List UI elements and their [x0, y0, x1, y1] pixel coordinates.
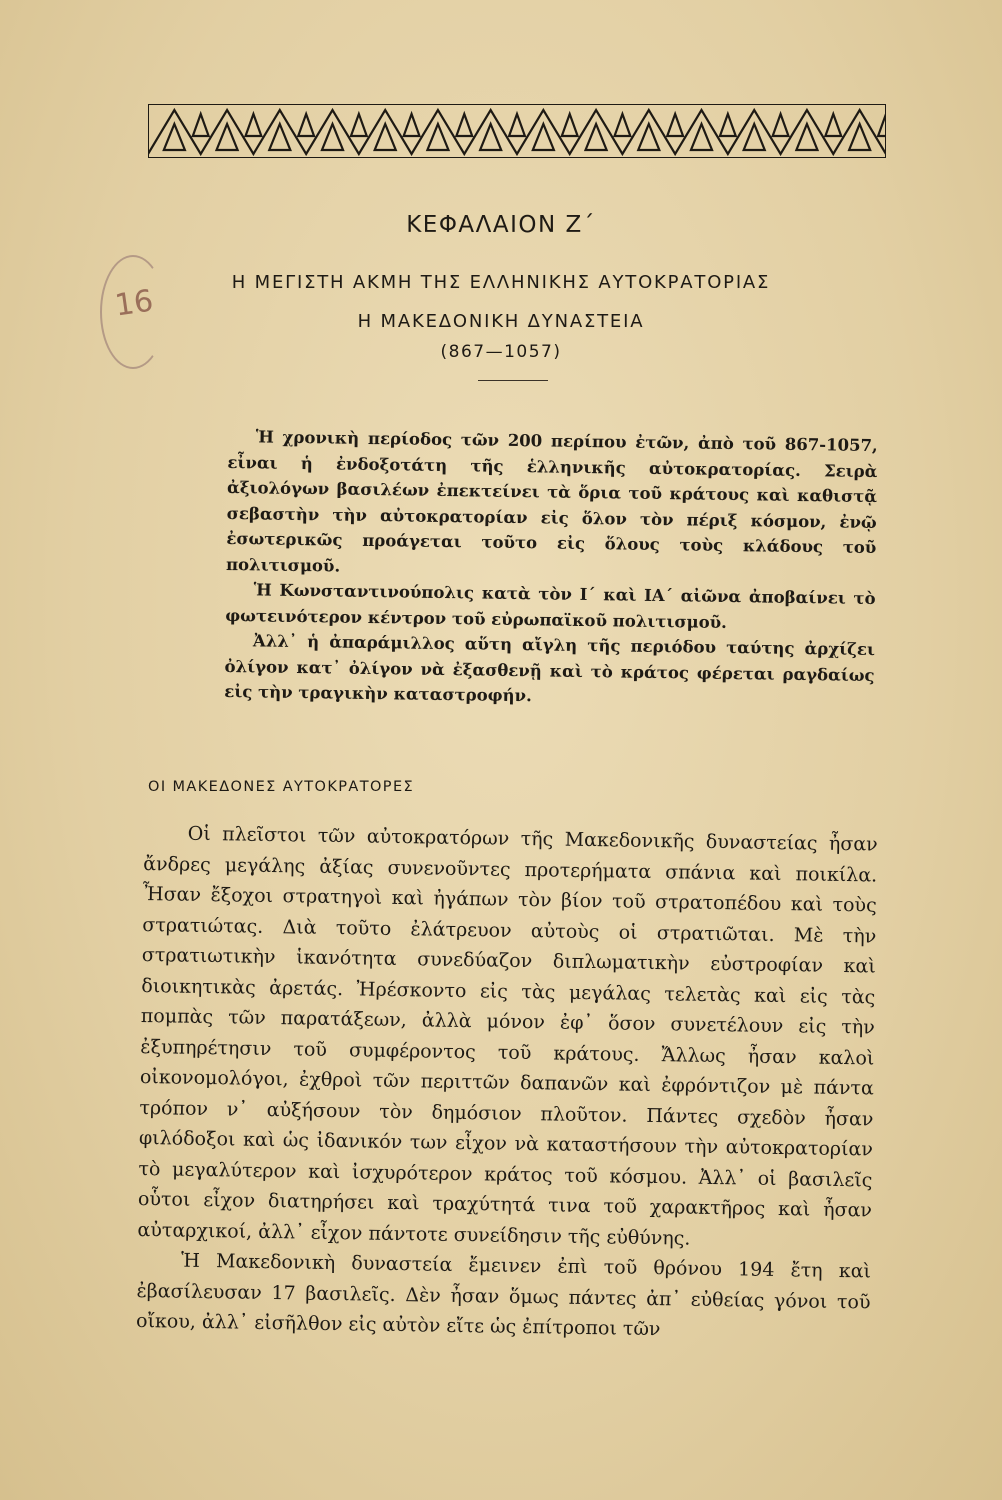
intro-paragraph: Ἡ χρονικὴ περίοδος τῶν 200 περίπου ἐτῶν, ἀπὸ τοῦ 867-1057, εἶναι ἡ ἐνδοξοτάτη τῆς ἑλληνικῆς αὐτοκρατορίας. Σειρὰ ἀξιολόγων βασιλέων ἐπεκτείνει τὰ ὅρια τοῦ κράτους καὶ καθιστᾷ σεβαστὴν τὴν αὐτοκρατορίαν εἰς ὅλον τὸν πέριξ κόσμον, ἐνῷ ἐσωτερικῶς προάγεται τοῦτο εἰς ὅλους τοὺς κλάδους τοῦ πολιτισμοῦ.: [225, 427, 878, 576]
section-heading: ΟΙ ΜΑΚΕΔΟΝΕΣ ΑΥΤΟΚΡΑΤΟΡΕΣ: [148, 779, 415, 795]
body-text: [136, 818, 878, 1348]
divider: [478, 380, 548, 381]
intro-summary: [224, 424, 878, 714]
chapter-title: ΚΕΦΑΛΑΙΟΝ Ζ΄: [406, 212, 596, 238]
body-paragraph: Ἡ Μακεδονικὴ δυναστεία ἔμεινεν ἐπὶ τοῦ θρόνου 194 ἔτη καὶ ἐβασίλευσαν 17 βασιλεῖς. Δὲν ἦσαν ὅμως πάντες ἀπ᾽ εὐθείας γόνοι τοῦ οἴκου, ἀλλ᾽ εἰσῆλθον εἰς αὐτὸν εἴτε ὡς ἐπίτροποι τῶν: [135, 1249, 872, 1341]
dynasty-subtitle: Η ΜΑΚΕΔΟΝΙΚΗ ΔΥΝΑΣΤΕΙΑ: [357, 311, 645, 332]
intro-paragraph: Ἀλλ᾽ ἡ ἀπαράμιλλος αὕτη αἴγλη τῆς περιόδου ταύτης ἀρχίζει ὀλίγον κατ᾽ ὀλίγον νὰ ἐξασθενῇ καὶ τὸ κράτος φέρεται ραγδαίως εἰς τὴν τραγικὴν καταστροφήν.: [224, 631, 876, 706]
intro-paragraph: Ἡ Κωνσταντινούπολις κατὰ τὸν Ι΄ καὶ ΙΑ΄ αἰῶνα ἀποβαίνει τὸ φωτεινότερον κέντρον τοῦ εὐρωπαϊκοῦ πολιτισμοῦ.: [225, 580, 876, 632]
body-paragraph: Οἱ πλεῖστοι τῶν αὐτοκρατόρων τῆς Μακεδονικῆς δυναστείας ἦσαν ἄνδρες μεγάλης ἀξίας συνενοῦντες προτερήματα σπάνια καὶ ποικίλα. Ἦσαν ἔξοχοι στρατηγοὶ καὶ ἠγάπων τὸν βίον τοῦ στρατοπέδου καὶ τοὺς στρατιώτας. Διὰ τοῦτο ἐλάτρευον αὐτοὺς οἱ στρατιῶται. Μὲ τὴν στρατιωτικὴν ἱκανότητα συνεδύαζον διπλωματικὴν εὐστροφίαν καὶ διοικητικὰς ἀρετάς. Ἠρέσκοντο εἰς τὰς μεγάλας τελετὰς καὶ εἰς τὰς πομπὰς τῶν παρατάξεων, ἀλλὰ μόνον ἐφ᾽ ὅσον συνετέλουν εἰς τὴν ἐξυπηρέτησιν τοῦ συμφέροντος τοῦ κράτους. Ἄλλως ἦσαν καλοὶ οἰκονομολόγοι, ἐχθροὶ τῶν περιττῶν δαπανῶν καὶ ἐφρόντιζον μὲ πάντα τρόπον ν᾽ αὐξήσουν τὸν δημόσιον πλοῦτον. Πάντες σχεδὸν ἦσαν φιλόδοξοι καὶ ὡς ἰδανικόν των εἶχον νὰ καταστήσουν τὴν αὐτοκρατορίαν τὸ μεγαλύτερον καὶ ἰσχυρότερον κράτος τοῦ κόσμου. Ἀλλ᾽ οἱ βασιλεῖς οὗτοι εἶχον διατηρήσει καὶ τραχύτητά τινα τοῦ χαρακτῆρος καὶ ἦσαν αὐταρχικοί, ἀλλ᾽ εἶχον πάντοτε συνείδησιν τῆς εὐθύνης.: [137, 822, 878, 1250]
greek-key-ornament: [148, 104, 886, 158]
chapter-dates: (867—1057): [440, 342, 562, 362]
chapter-subtitle: Η ΜΕΓΙΣΤΗ ΑΚΜΗ ΤΗΣ ΕΛΛΗΝΙΚΗΣ ΑΥΤΟΚΡΑΤΟΡΙΑΣ: [231, 272, 771, 293]
margin-note: 16: [112, 283, 156, 324]
